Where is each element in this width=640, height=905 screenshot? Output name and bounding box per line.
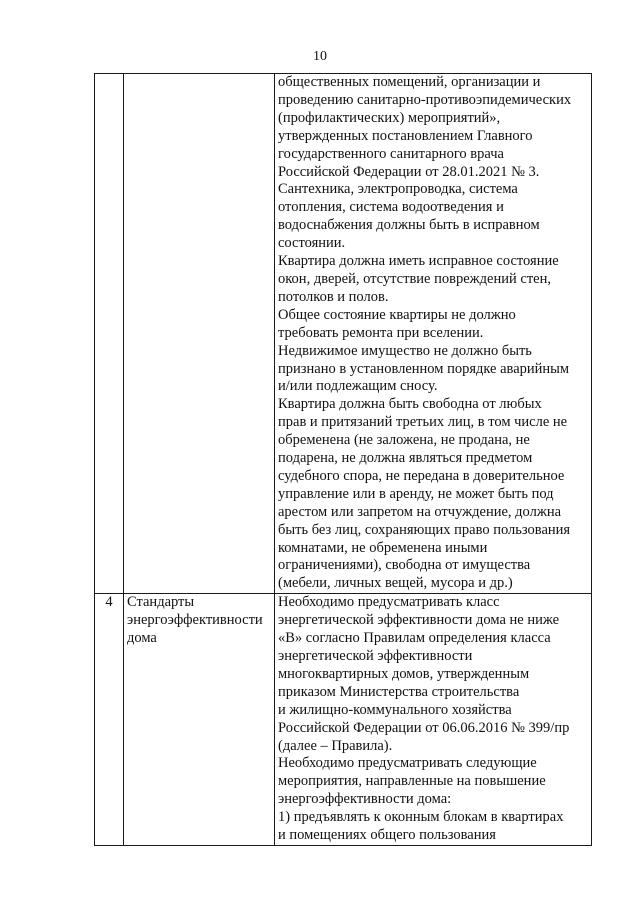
description-line: 1) предъявлять к оконным блокам в квартирах xyxy=(278,809,564,826)
description-line: приказом Министерства строительства xyxy=(278,683,520,700)
description-line: управление или в аренду, не может быть под xyxy=(278,485,554,502)
description-line: и жилищно-коммунального хозяйства xyxy=(278,701,512,718)
row-number-cell xyxy=(95,74,124,594)
description-paragraph xyxy=(278,253,588,307)
description-line: ограничениями), свободна от имущества xyxy=(278,557,531,574)
description-line: утвержденных постановлением Главного xyxy=(278,127,533,144)
description-paragraph xyxy=(278,181,588,253)
description-line: Необходимо предусматривать класс xyxy=(278,594,500,611)
requirement-name-line: Стандарты xyxy=(127,594,195,611)
requirement-name-cell xyxy=(124,594,275,846)
description-line: комнатами, не обременена иными xyxy=(278,539,488,556)
description-line: проведению санитарно-противоэпидемических xyxy=(278,91,572,108)
description-line: отопления, система водоотведения и xyxy=(278,199,504,216)
description-paragraph xyxy=(278,755,588,809)
description-line: Квартира должна иметь исправное состояние xyxy=(278,253,559,270)
row-number-cell: 4 xyxy=(95,594,124,846)
description-line: государственного санитарного врача xyxy=(278,145,504,162)
description-line: (далее – Правила). xyxy=(278,737,393,754)
table-row xyxy=(95,74,592,594)
description-line: мероприятия, направленные на повышение xyxy=(278,773,546,790)
description-line: окон, дверей, отсутствие повреждений стен, xyxy=(278,270,551,287)
description-line: судебного спора, не передана в доверительное xyxy=(278,467,565,484)
description-line: (мебели, личных вещей, мусора и др.) xyxy=(278,575,513,592)
description-line: состоянии. xyxy=(278,235,346,252)
description-line: арестом или запретом на отчуждение, должна xyxy=(278,503,562,520)
description-paragraph xyxy=(278,396,588,593)
description-paragraph xyxy=(278,343,588,397)
description-paragraph xyxy=(278,809,588,845)
requirements-table-body xyxy=(95,74,592,846)
requirement-name-line: дома xyxy=(127,630,157,647)
description-line: Российской Федерации от 28.01.2021 № 3. xyxy=(278,163,540,180)
description-line: Недвижимое имущество не должно быть xyxy=(278,342,532,359)
table-row xyxy=(95,594,592,846)
description-line: Российской Федерации от 06.06.2016 № 399/пр xyxy=(278,719,570,736)
description-line: потолков и полов. xyxy=(278,288,389,305)
requirement-description-cell xyxy=(275,594,592,846)
description-line: прав и притязаний третьих лиц, в том числе не xyxy=(278,414,568,431)
description-line: Необходимо предусматривать следующие xyxy=(278,755,537,772)
description-line: подарена, не должна являться предметом xyxy=(278,450,533,467)
description-line: и/или подлежащим сносу. xyxy=(278,378,438,395)
description-line: обременена (не заложена, не продана, не xyxy=(278,432,530,449)
description-line: энергетической эффективности дома не ниже xyxy=(278,612,560,629)
description-line: «В» согласно Правилам определения класса xyxy=(278,630,551,647)
description-line: многоквартирных домов, утвержденным xyxy=(278,665,530,682)
description-line: Сантехника, электропроводка, система xyxy=(278,181,518,198)
description-paragraph xyxy=(278,74,588,181)
requirement-name-cell xyxy=(124,74,275,594)
description-paragraph xyxy=(278,594,588,755)
description-line: общественных помещений, организации и xyxy=(278,74,541,90)
description-line: энергетической эффективности xyxy=(278,648,473,664)
description-line: и помещениях общего пользования xyxy=(278,827,496,844)
description-line: быть без лиц, сохраняющих право пользования xyxy=(278,521,571,538)
description-line: энергоэффективности дома: xyxy=(278,791,452,808)
description-line: Квартира должна быть свободна от любых xyxy=(278,396,542,413)
description-paragraph xyxy=(278,307,588,343)
page-number: 10 xyxy=(313,49,327,64)
description-line: водоснабжения должны быть в исправном xyxy=(278,217,540,234)
requirement-name-line: энергоэффективности xyxy=(127,612,263,629)
description-line: требовать ремонта при вселении. xyxy=(278,324,484,341)
description-line: (профилактических) мероприятий», xyxy=(278,109,501,126)
description-line: Общее состояние квартиры не должно xyxy=(278,306,516,323)
requirements-table xyxy=(94,73,592,846)
requirement-description-cell xyxy=(275,74,592,594)
description-line: признано в установленном порядке аварийным xyxy=(278,360,570,377)
